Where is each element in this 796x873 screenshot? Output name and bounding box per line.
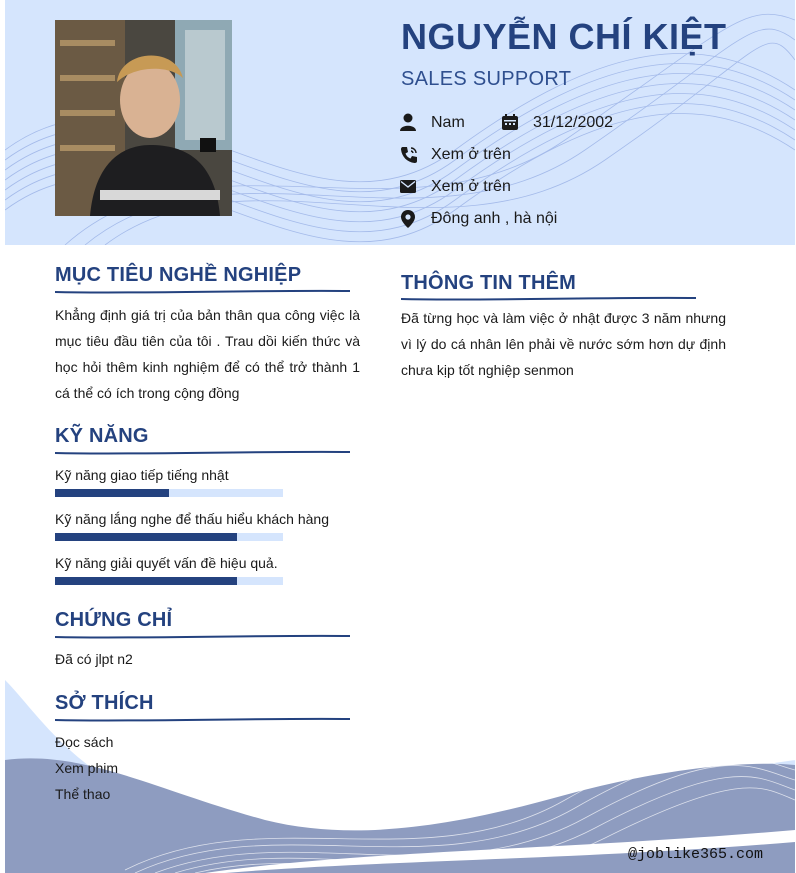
certificate-item: Đã có jlpt n2 [55, 651, 133, 667]
cv-page [5, 0, 795, 873]
objective-text: Khẳng định giá trị của bản thân qua công việc là mục tiêu đầu tiên của tôi . Trau dồi kiến thức và học hỏi thêm kinh nghiệm để có thể trở thành 1 cá thể có ích trong cộng đồng [55, 307, 360, 401]
hobbies-title: SỞ THÍCH [55, 692, 154, 714]
candidate-name: NGUYỄN CHÍ KIỆT [401, 16, 727, 57]
skill-bar-fill [55, 533, 237, 541]
location-icon [401, 210, 419, 228]
skill-label: Kỹ năng giải quyết vấn đề hiệu quả. [55, 555, 278, 571]
skill-bar [55, 577, 283, 585]
birthdate-value: 31/12/2002 [533, 114, 614, 131]
extra-info-title: THÔNG TIN THÊM [401, 272, 577, 294]
certificates-title: CHỨNG CHỈ [55, 609, 173, 631]
extra-info-underline [401, 296, 696, 302]
skill-bar-fill [55, 489, 169, 497]
address-value: Đông anh , hà nội [431, 210, 558, 227]
profile-photo [55, 20, 232, 216]
hobbies-underline [55, 717, 350, 723]
skill-label: Kỹ năng lắng nghe để thấu hiểu khách hàng [55, 511, 330, 527]
avatar [55, 20, 232, 216]
phone-value: Xem ở trên [431, 146, 511, 163]
certificates-underline [55, 634, 350, 640]
gender-value: Nam [431, 114, 465, 131]
hobby-item: Thể thao [55, 786, 111, 802]
email-value: Xem ở trên [431, 178, 511, 195]
skill-label: Kỹ năng giao tiếp tiếng nhật [55, 467, 229, 483]
hobby-item: Xem phim [55, 760, 119, 776]
extra-info-text: Đã từng học và làm việc ở nhật được 3 năm nhưng vì lý do cá nhân lên phải về nước sớm hơn dự định chưa kịp tốt nghiệp senmon [401, 310, 726, 378]
objective-underline [55, 289, 350, 295]
mail-icon [400, 180, 418, 198]
skills-underline [55, 450, 350, 456]
skills-title: KỸ NĂNG [55, 425, 149, 447]
candidate-role: SALES SUPPORT [401, 68, 572, 90]
watermark: @joblike365.com [627, 846, 763, 863]
phone-icon [400, 146, 418, 164]
user-icon [400, 113, 418, 131]
hobby-item: Đọc sách [55, 734, 114, 750]
skill-bar-fill [55, 577, 237, 585]
skill-bar [55, 489, 283, 497]
calendar-icon [502, 114, 520, 132]
objective-title: MỤC TIÊU NGHỀ NGHIỆP [55, 264, 302, 286]
skill-bar [55, 533, 283, 541]
